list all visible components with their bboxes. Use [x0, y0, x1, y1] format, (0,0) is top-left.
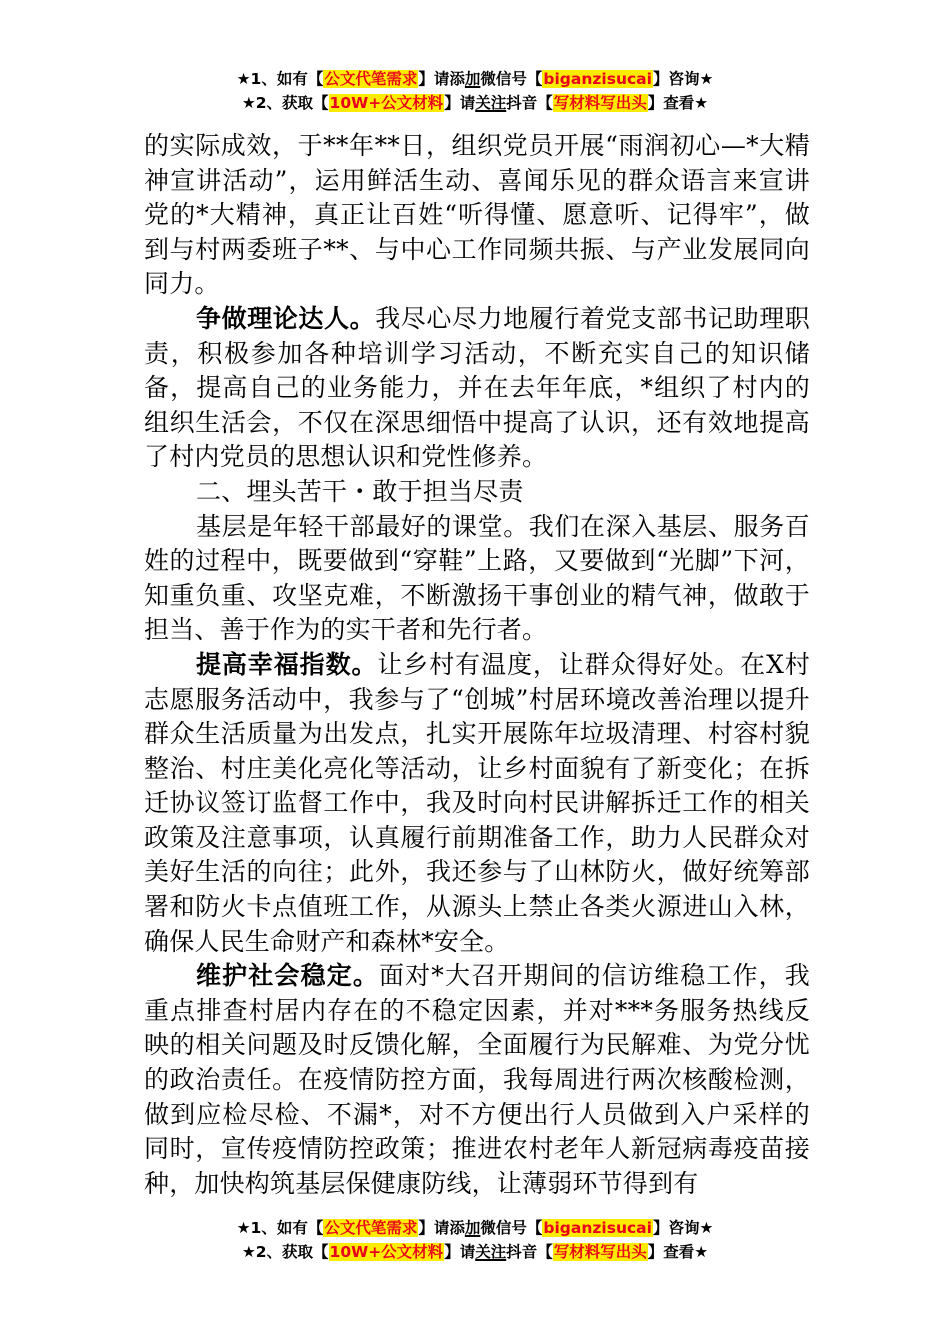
paragraph-body: 我尽心尽力地履行着党支部书记助理职责，积极参加各种培训学习活动，不断充实自己的知识储备，提高自己的业务能力，并在去年年底，*组织了村内的组织生活会，不仅在深思细悟中提高了认识，还有效地提高了村内党员的思想认识和党性修养。	[144, 303, 810, 472]
paragraph-2	[144, 302, 810, 475]
banner-text: 微信号【	[480, 70, 543, 88]
banner-underlined-text: 关注	[475, 94, 507, 112]
paragraph-lead: 维护社会稳定。	[196, 961, 380, 991]
banner-underlined-text: 加	[464, 1219, 481, 1237]
paragraph-lead: 争做理论达人。	[196, 303, 376, 333]
banner-text: 】查看★	[647, 1243, 709, 1261]
banner-text: 】请添	[418, 1219, 465, 1237]
banner-text: 】请	[444, 1243, 476, 1261]
header-banner	[0, 67, 950, 115]
douyin-id-highlight: 写材料写出头	[553, 1243, 647, 1261]
banner-highlight: 10W+公文材料	[329, 94, 444, 112]
banner-text: 】请添	[418, 70, 465, 88]
banner-text: 】查看★	[647, 94, 709, 112]
footer-banner-line-1	[0, 1216, 950, 1240]
banner-text: 微信号【	[480, 1219, 543, 1237]
paragraph-body: 面对*大召开期间的信访维稳工作，我重点排查村居内存在的不稳定因素，并对***务服务热线反映的相关问题及时反馈化解，全面履行为民解难、为党分忧的政治责任。在疫情防控方面，我每周进行两次核酸检测，做到应检尽检、不漏*，对不方便出行人员做到入户采样的同时，宣传疫情防控政策；推进农村老年人新冠病毒疫苗接种，加快构筑基层保健康防线，让薄弱环节得到有	[144, 961, 811, 1198]
banner-text: ★2、获取【	[241, 94, 329, 112]
document-body	[144, 129, 810, 1201]
banner-underlined-text: 关注	[475, 1243, 507, 1261]
section-heading: 二、埋头苦干・敢于担当尽责	[196, 476, 524, 506]
banner-highlight: 公文代笔需求	[324, 1219, 418, 1237]
footer-banner-line-2	[0, 1240, 950, 1264]
banner-text: 】咨询★	[652, 70, 714, 88]
wechat-id-highlight: biganzisucai	[543, 1219, 652, 1237]
banner-text: 抖音【	[506, 1243, 553, 1261]
banner-text: 抖音【	[506, 94, 553, 112]
banner-highlight: 10W+公文材料	[329, 1243, 444, 1261]
paragraph-lead: 提高幸福指数。	[196, 649, 378, 679]
paragraph-5	[144, 648, 810, 959]
banner-text: ★1、如有【	[236, 1219, 324, 1237]
banner-underlined-text: 加	[464, 70, 481, 88]
paragraph-body: 让乡村有温度，让群众得好处。在X村志愿服务活动中，我参与了“创城”村居环境改善治理以提升群众生活质量为出发点，扎实开展陈年垃圾清理、村容村貌整治、村庄美化亮化等活动，让乡村面貌有了新变化；在拆迁协议签订监督工作中，我及时向村民讲解拆迁工作的相关政策及注意事项，认真履行前期准备工作，助力人民群众对美好生活的向往；此外，我还参与了山林防火，做好统筹部署和防火卡点值班工作，从源头上禁止各类火源进山入林，确保人民生命财产和森林*安全。	[144, 649, 810, 956]
douyin-id-highlight: 写材料写出头	[553, 94, 647, 112]
header-banner-line-2	[0, 91, 950, 115]
paragraph-1: 的实际成效，于**年**日，组织党员开展“雨润初心—*大精神宣讲活动”，运用鲜活生动、喜闻乐见的群众语言来宣讲党的*大精神，真正让百姓“听得懂、愿意听、记得牢”，做到与村两委班子**、与中心工作同频共振、与产业发展同向同力。	[144, 131, 810, 299]
footer-banner	[0, 1216, 950, 1264]
banner-text: 】咨询★	[652, 1219, 714, 1237]
paragraph-6	[144, 959, 810, 1201]
paragraph-4: 基层是年轻干部最好的课堂。我们在深入基层、服务百姓的过程中，既要做到“穿鞋”上路，又要做到“光脚”下河，知重负重、攻坚克难，不断激扬干事创业的精气神，做敢于担当、善于作为的实干者和先行者。	[144, 511, 810, 645]
banner-text: 】请	[444, 94, 476, 112]
banner-text: ★2、获取【	[241, 1243, 329, 1261]
banner-highlight: 公文代笔需求	[324, 70, 418, 88]
wechat-id-highlight: biganzisucai	[543, 70, 652, 88]
banner-text: ★1、如有【	[236, 70, 324, 88]
header-banner-line-1	[0, 67, 950, 91]
